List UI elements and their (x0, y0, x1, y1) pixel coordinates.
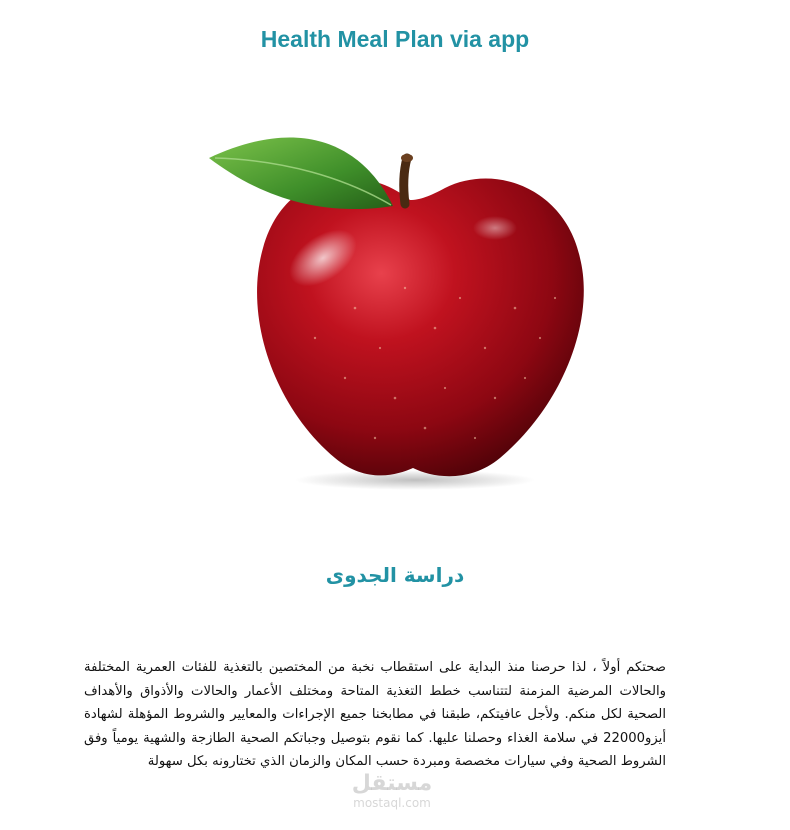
watermark (342, 772, 442, 810)
section-heading: دراسة الجدوى (325, 563, 465, 587)
apple-icon (195, 108, 605, 498)
watermark-arabic: مستقل (351, 771, 433, 796)
document-title: Health Meal Plan via app (260, 26, 530, 52)
watermark-latin: mostaql.com (353, 796, 431, 810)
body-paragraph: صحتكم أولاً ، لذا حرصنا منذ البداية على استقطاب نخبة من المختصين بالتغذية للفئات العمرية المختلفة والحالات المرضية المزمنة لتتناسب خطط التغذية المتاحة ومختلف الأعمار والحالات والأذواق والأهداف الصحية لكل منكم. ولأجل عافيتكم، طبقنا في مطابخنا جميع الإجراءات والمعايير والشروط المؤهلة لشهادة أيزو22000 في سلامة الغذاء وحصلنا عليها. كما نقوم بتوصيل وجباتكم الصحية الطازجة والشهية يومياً وفق الشروط الصحية وفي سيارات مخصصة ومبردة حسب المكان والزمان الذي تختارونه بكل سهولة (84, 660, 666, 769)
apple-image (195, 108, 605, 498)
